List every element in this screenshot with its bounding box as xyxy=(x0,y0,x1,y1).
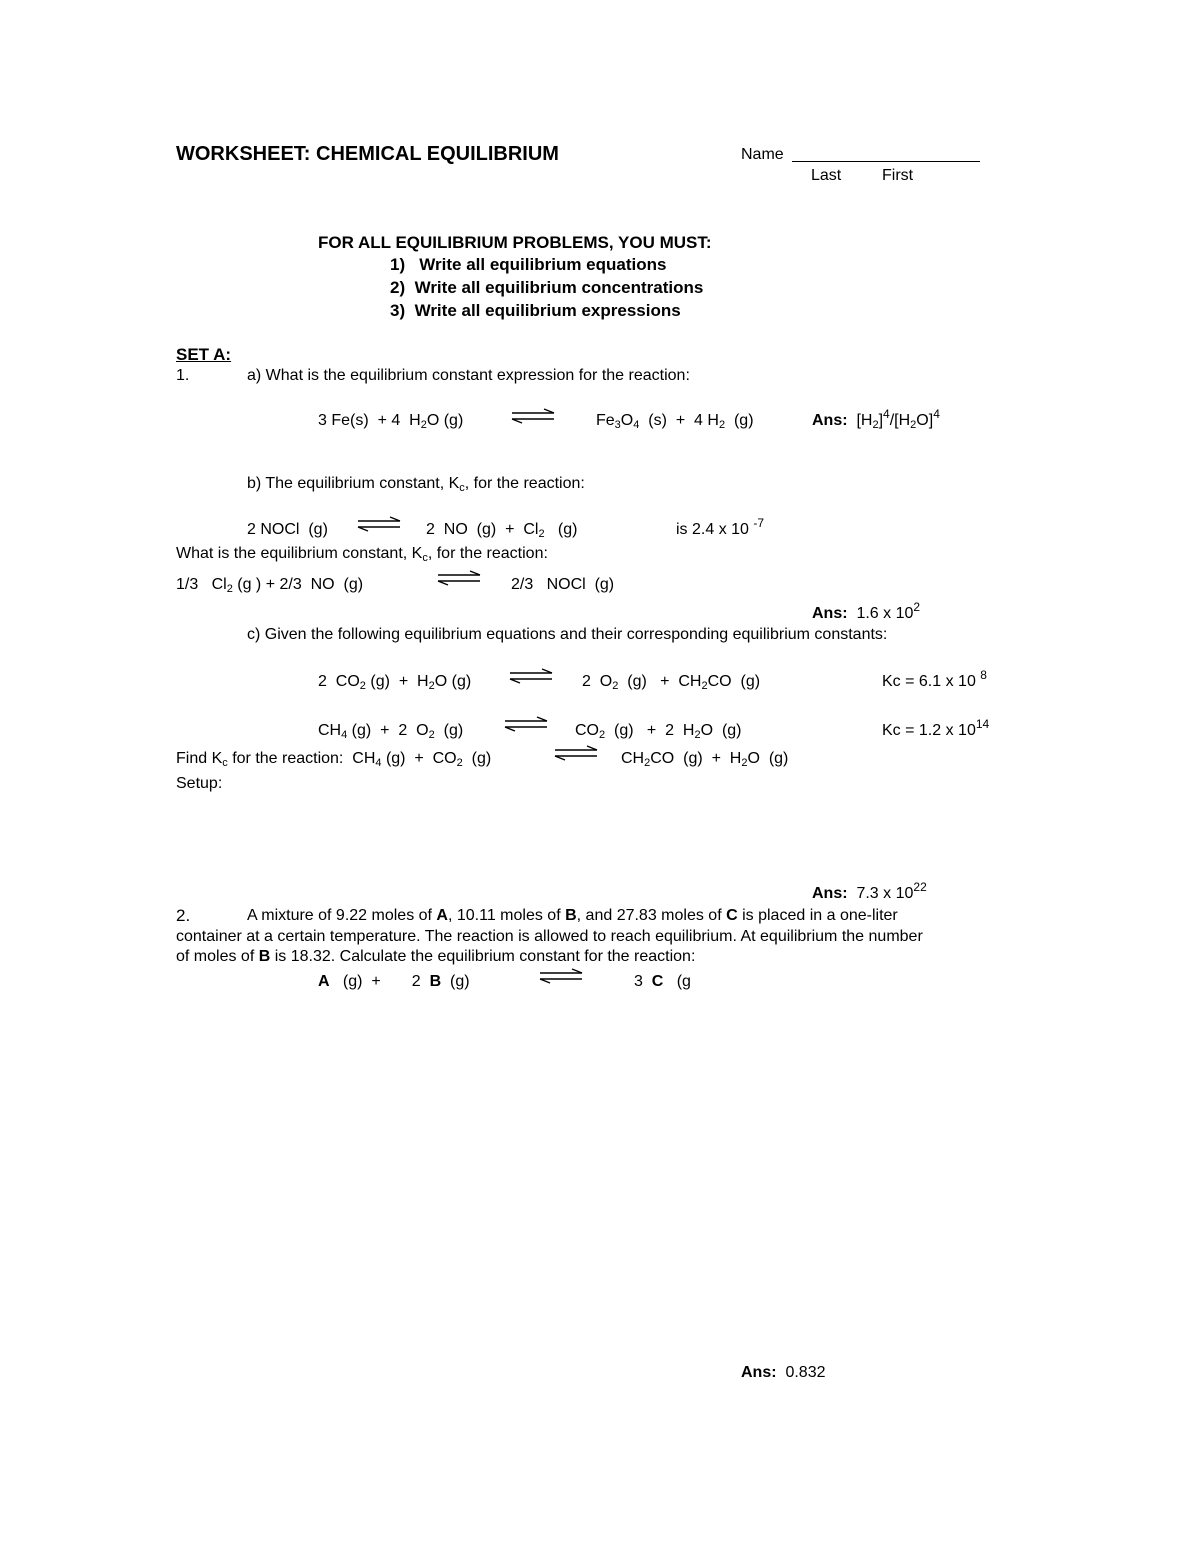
q1c-find: Find $K_c$ for the reaction: $CH_4$ $(g) + CO_2$ (g) xyxy=(176,750,492,769)
instruction-item-3: 3) Write all equilibrium expressions xyxy=(390,301,681,320)
instruction-item-1: 1) Write all equilibrium equations xyxy=(390,255,667,274)
question-2-number: 2. xyxy=(176,906,191,925)
last-label: Last xyxy=(811,167,842,184)
q1c-setup-label: Setup: xyxy=(176,775,223,792)
q1c-k1: Kc = 6.1 x 10 $^8$ xyxy=(882,668,987,690)
equilibrium-arrow-icon xyxy=(508,668,554,684)
q1c-find-products: $CH_2CO$ $(g) + H_2O$ (g) xyxy=(621,750,789,769)
equilibrium-arrow-icon xyxy=(510,408,556,424)
q1a-reactants: 3 Fe(s) + 4 $H_2O$ (g) xyxy=(318,412,464,431)
equilibrium-arrow-icon xyxy=(538,968,584,984)
q1c-k2: Kc = 1.2 x $10^{14}$ xyxy=(882,717,990,739)
worksheet-title: WORKSHEET: CHEMICAL EQUILIBRIUM xyxy=(176,143,559,165)
q1b-reverse-reactants: 1/3 $Cl_2$ (g ) + 2/3 NO (g) xyxy=(176,576,364,595)
question-1-number: 1. xyxy=(176,367,190,384)
name-label: Name xyxy=(741,146,784,163)
first-label: First xyxy=(882,167,914,184)
q1c-prompt: c) Given the following equilibrium equations and their corresponding equilibrium constants: xyxy=(247,626,888,643)
q1b-reverse-products: 2/3 NOCl (g) xyxy=(511,576,615,593)
q1b-answer: Ans: 1.6 x $10^2$ xyxy=(812,600,921,622)
q1c-eq2-reactants: $CH_4$ (g) + 2 $O_2$ (g) xyxy=(318,722,464,741)
q1b-reactants: 2 NOCl (g) xyxy=(247,521,328,538)
q2-products: 3 C (g xyxy=(634,973,691,990)
q1c-eq1-reactants: 2 $CO_2$ $(g) + H_2O$ (g) xyxy=(318,673,472,692)
q1c-eq1-products: 2 $O_2$ $(g) + CH_2CO$ (g) xyxy=(582,673,761,692)
q2-reactants: A (g) + 2 B (g) xyxy=(318,973,470,990)
equilibrium-arrow-icon xyxy=(436,570,482,586)
q1b-prompt: b) The equilibrium constant, $K_c$, for the reaction: xyxy=(247,475,585,494)
name-field[interactable] xyxy=(792,161,980,162)
equilibrium-arrow-icon xyxy=(553,745,599,761)
instruction-item-2: 2) Write all equilibrium concentrations xyxy=(390,278,704,297)
q2-answer: Ans: 0.832 xyxy=(741,1364,826,1381)
q2-line-1: A mixture of 9.22 moles of A, 10.11 moles of B, and 27.83 moles of C is placed in a one-liter xyxy=(247,907,898,924)
instructions-heading: FOR ALL EQUILIBRIUM PROBLEMS, YOU MUST: xyxy=(318,233,712,252)
q1b-given-k: is 2.4 x 10 $^{-7}$ xyxy=(676,516,765,538)
q1c-answer: Ans: 7.3 x $10^{22}$ xyxy=(812,880,927,902)
equilibrium-arrow-icon xyxy=(356,516,402,532)
q1a-products: $Fe_3O_4$ (s) + 4 $H_2$ (g) xyxy=(596,412,754,431)
q1c-eq2-products: $CO_2$ (g) + 2 $H_2O$ (g) xyxy=(575,722,742,741)
q1a-answer: Ans: $[H_2]^4/[H_2O]^4$ xyxy=(812,407,940,431)
q1b-question: What is the equilibrium constant, $K_c$, for the reaction: xyxy=(176,545,548,564)
q2-line-2: container at a certain temperature. The reaction is allowed to reach equilibrium. At equilibrium the number xyxy=(176,928,923,945)
q1a-prompt: a) What is the equilibrium constant expression for the reaction: xyxy=(247,367,690,384)
q2-line-3: of moles of B is 18.32. Calculate the equilibrium constant for the reaction: xyxy=(176,948,696,965)
q1b-products: 2 NO $(g) + Cl_2$ (g) xyxy=(426,521,578,540)
equilibrium-arrow-icon xyxy=(503,716,549,732)
set-a-heading: SET A: xyxy=(176,345,232,364)
